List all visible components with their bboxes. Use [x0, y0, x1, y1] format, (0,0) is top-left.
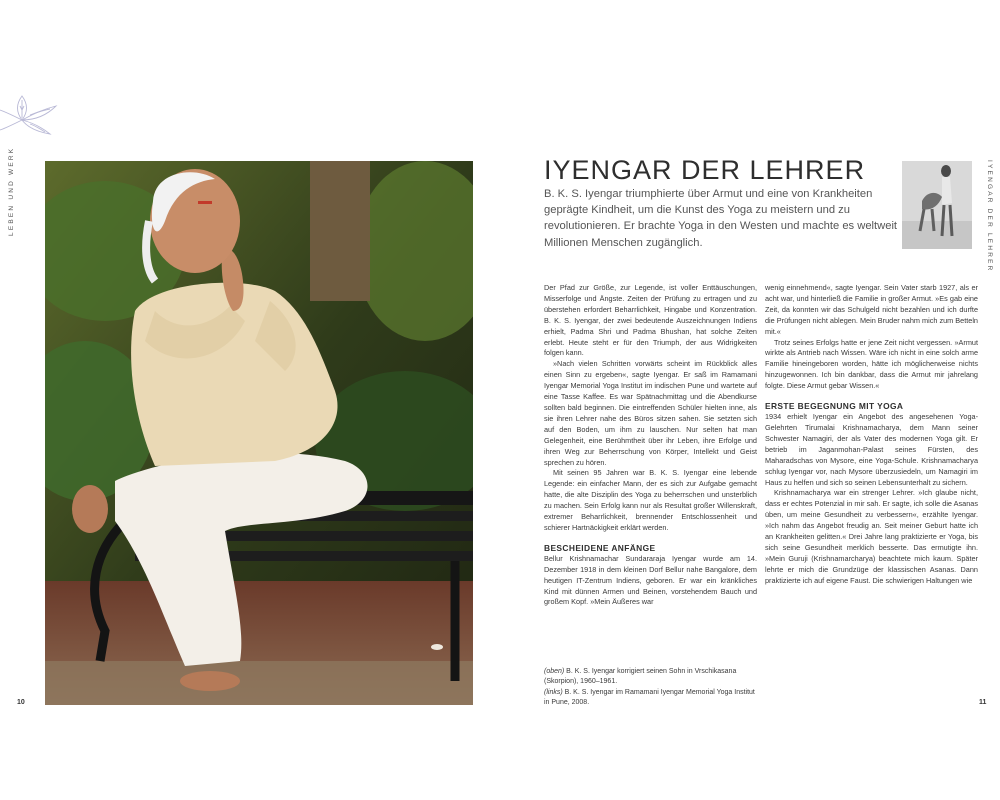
running-head-left: LEBEN UND WERK [8, 146, 15, 236]
body-paragraph: 1934 erhielt Iyengar ein Angebot des angesehenen Yoga-Gelehrten Tirumalai Krishnamacharya, dem Mann seiner Schwester Namagiri, der als Vater des modernen Yoga gilt. Er betrieb im Jaganmohan-Palast seines Fürsten, des Maharadschas von Mysore, eine Yoga-Schule. Krishnamacharya schlug Iyengar vor, nach Mysore überzusiedeln, um Namagiri im Haus zu helfen und sich so seinen Lebensunterhalt zu sichern. [765, 412, 978, 487]
body-paragraph: Krishnamacharya war ein strenger Lehrer. »Ich glaube nicht, dass er echtes Potenzial in mir sah. Er sagte, ich solle die Asanas üben, um meine Gesundheit zu verbessern«, erzählte Iyengar. »Ich nahm das Angebot freudig an. Seit meiner Geburt hatte ich an Krankheiten gelitten.« Drei Jahre lang praktizierte er Yoga, bis sich seine Gesundheit merklich besserte. Das ermutigte ihn. »Mein Guruji (Krishnamarcharya) beachtete mich kaum. Später lehrte er mich die Grundzüge der klassischen Asanas. Dann praktizierte ich auf eigene Faust. Die schwierigen Haltungen wie [765, 488, 978, 585]
caption-left [544, 688, 759, 709]
body-paragraph: Mit seinen 95 Jahren war B. K. S. Iyengar eine lebende Legende: ein einfacher Mann, der es sich zur Aufgabe gemacht hatte, die alte Disziplin des Yoga zu beherrschen und unsterblich zu machen. Sein Erfolg kann nur als Resultat großer Willenskraft, extremer Beharrlichkeit, brennender Entschlossenheit und schierer Hartnäckigkeit erklärt werden. [544, 468, 757, 532]
caption-top [544, 667, 759, 688]
caption-text: B. K. S. Iyengar korrigiert seinen Sohn in Vrschikasana (Skorpion), 1960–1961. [544, 668, 737, 686]
section-heading: BESCHEIDENE ANFÄNGE [544, 542, 656, 553]
caption-text: B. K. S. Iyengar im Ramamani Iyengar Memorial Yoga Institut in Pune, 2008. [544, 688, 755, 706]
running-head-right: IYENGAR DER LEHRER [986, 160, 993, 273]
body-paragraph: Der Pfad zur Größe, zur Legende, ist voller Enttäuschungen, Misserfolge und Ängste. Zeiten der Prüfung zu ertragen und zu überstehen erfordert Beharrlichkeit, Hingabe und Konzentration. B. K. S. Iyengar, der zwei bedeutende Auszeichnungen Indiens erhielt, Padma Shri und Padma Bhushan, hat solche Zeiten erlebt. Heute steht er für den Triumph, der aus Widrigkeiten folgen kann. [544, 283, 757, 358]
small-photo [902, 161, 972, 249]
body-paragraph: wenig einnehmend«, sagte Iyengar. Sein Vater starb 1927, als er acht war, und hinterließ die Familie in großer Armut. »Es gab eine Zeit, da konnten wir das Schulgeld nicht bezahlen und ich durfte die Prüfungen nicht ablegen. Mein Bruder nahm mich zum Betteln mit.« [765, 283, 978, 336]
page-number-right: 11 [979, 699, 987, 706]
section-heading: ERSTE BEGEGNUNG MIT YOGA [765, 401, 904, 412]
body-paragraph: »Nach vielen Schritten vorwärts scheint im Rückblick alles einen Sinn zu ergeben«, sagte Iyengar. Er saß im Ramamani Iyengar Memorial Yoga Institut im indischen Pune und wartete auf eine Tasse Kaffee. Es war Spätnachmittag und die Abendkurse sollten bald beginnen. Die eintreffenden Schüler hielten inne, als sie ihren Lehrer nahe des Büros sitzen sahen. Sie setzten sich auf den Boden, um ihm zu lauschen. Nur selten hat man Gelegenheit, eine Berühmtheit über ihr Leben, ihre Erfolge und ihren Weg zur Beherrschung von Körper, Intellekt und Geist sprechen zu hören. [544, 359, 757, 467]
lotus-ornament-icon [0, 88, 60, 136]
photo-captions [544, 667, 759, 708]
caption-prefix: (oben) [544, 668, 565, 675]
body-column-right [765, 283, 978, 587]
chapter-title: IYENGAR DER LEHRER [544, 155, 866, 185]
caption-prefix: (links) [544, 688, 563, 696]
page-number-left: 10 [17, 699, 25, 706]
body-paragraph: Bellur Krishnamachar Sundararaja Iyengar wurde am 14. Dezember 1918 in dem kleinen Dorf Bellur nahe Bangalore, dem heutigen IT-Zentrum Indiens, geboren. Er war ein kränkliches Kind mit dünnen Armen und Beinen, vorstehendem Bauch und großem Kopf. »Mein Äußeres war [544, 553, 757, 607]
intro-paragraph: B. K. S. Iyengar triumphierte über Armut und eine von Krankheiten geprägte Kindheit, um die Kunst des Yoga zu meistern und zu revolutionieren. Er brachte Yoga in den Westen und machte es weltweit Millionen Menschen zugänglich. [544, 188, 898, 249]
body-paragraph: Trotz seines Erfolgs hatte er jene Zeit nicht vergessen. »Armut wirkte als Antrieb nach Wissen. Wäre ich nicht in eine solch arme Familie hineingeboren worden, hätte ich möglicherweise nichts hinzugewonnen. Ich bin dankbar, dass die Armut mir jahrelang folgte. Diese Armut gebar Wissen.« [765, 337, 978, 391]
body-column-left [544, 283, 757, 608]
main-photo [45, 161, 473, 705]
